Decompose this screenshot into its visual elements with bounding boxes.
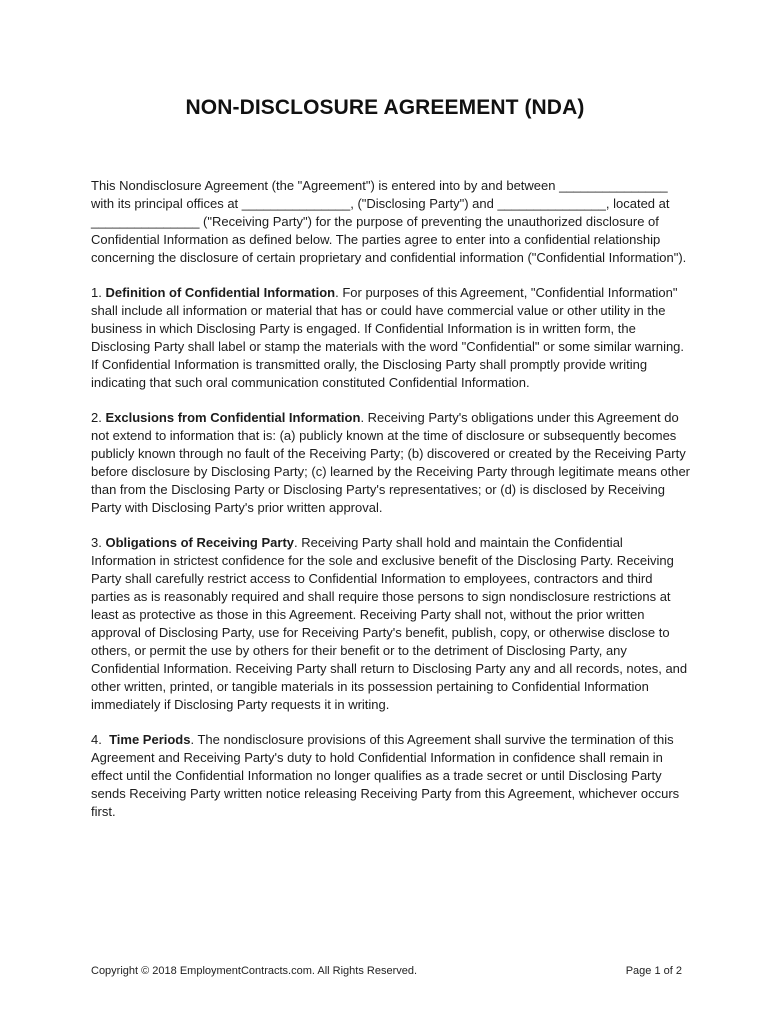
document-title: NON-DISCLOSURE AGREEMENT (NDA) xyxy=(185,96,585,119)
section-text: . For purposes of this Agreement, "Confidential Information" shall include all information or material that has or could have commercial value or other utility in the business in which Disclosing Party is engaged. If Confidential Information is in written form, the Disclosing Party shall label or stamp the materials with the word "Confidential" or some similar warning. If Confidential Information is transmitted orally, the Disclosing Party shall promptly provide writing indicating that such oral communication constituted Confidential Information. xyxy=(91,285,685,390)
footer-copyright: Copyright © 2018 EmploymentContracts.com. All Rights Reserved. xyxy=(91,965,418,977)
section-heading: Definition of Confidential Information xyxy=(105,285,336,300)
intro-paragraph: This Nondisclosure Agreement (the "Agreement") is entered into by and between _______________ with its principal offices at _______________, ("Disclosing Party") and _______________, located at _______________ ("Receiving Party") for the purpose of preventing the unauthorized disclosure of Confidential Information as defined below. The parties agree to enter into a confidential relationship concerning the disclosure of certain proprietary and confidential information ("Confidential Information"). xyxy=(91,178,687,265)
section-1 xyxy=(91,284,691,392)
section-text: . Receiving Party's obligations under this Agreement do not extend to information that is: (a) publicly known at the time of disclosure or subsequently becomes publicly known through no fault of the Receiving Party; (b) discovered or created by the Receiving Party before disclosure by Disclosing Party; (c) learned by the Receiving Party through legitimate means other than from the Disclosing Party or Disclosing Party's representatives; or (d) is disclosed by Receiving Party with Disclosing Party's prior written approval. xyxy=(91,410,691,515)
section-number: 1. xyxy=(91,285,102,300)
section-text: . Receiving Party shall hold and maintain the Confidential Information in strictest confidence for the sole and exclusive benefit of the Disclosing Party. Receiving Party shall carefully restrict access to Confidential Information to employees, contractors and third parties as is reasonably required and shall require those persons to sign nondisclosure restrictions at least as protective as those in this Agreement. Receiving Party shall not, without the prior written approval of Disclosing Party, use for Receiving Party's benefit, publish, copy, or otherwise disclose to others, or permit the use by others for their benefit or to the detriment of Disclosing Party, any Confidential Information. Receiving Party shall return to Disclosing Party any and all records, notes, and other written, printed, or tangible materials in its possession pertaining to Confidential Information immediately if Disclosing Party requests it in writing. xyxy=(91,535,688,712)
footer-page-number: Page 1 of 2 xyxy=(625,965,682,977)
section-number: 2. xyxy=(91,410,102,425)
section-heading: Exclusions from Confidential Information xyxy=(105,410,361,425)
document-body xyxy=(91,177,691,838)
section-number: 4. xyxy=(91,732,102,747)
section-2 xyxy=(91,409,691,517)
section-heading: Obligations of Receiving Party xyxy=(105,535,295,550)
section-heading: Time Periods xyxy=(109,732,191,747)
section-number: 3. xyxy=(91,535,102,550)
section-3 xyxy=(91,534,691,714)
section-text: . The nondisclosure provisions of this Agreement shall survive the termination of this Agreement and Receiving Party's duty to hold Confidential Information in confidence shall remain in effect until the Confidential Information no longer qualifies as a trade secret or until Disclosing Party sends Receiving Party written notice releasing Receiving Party from this Agreement, whichever occurs first. xyxy=(91,732,680,819)
section-4 xyxy=(91,731,691,821)
